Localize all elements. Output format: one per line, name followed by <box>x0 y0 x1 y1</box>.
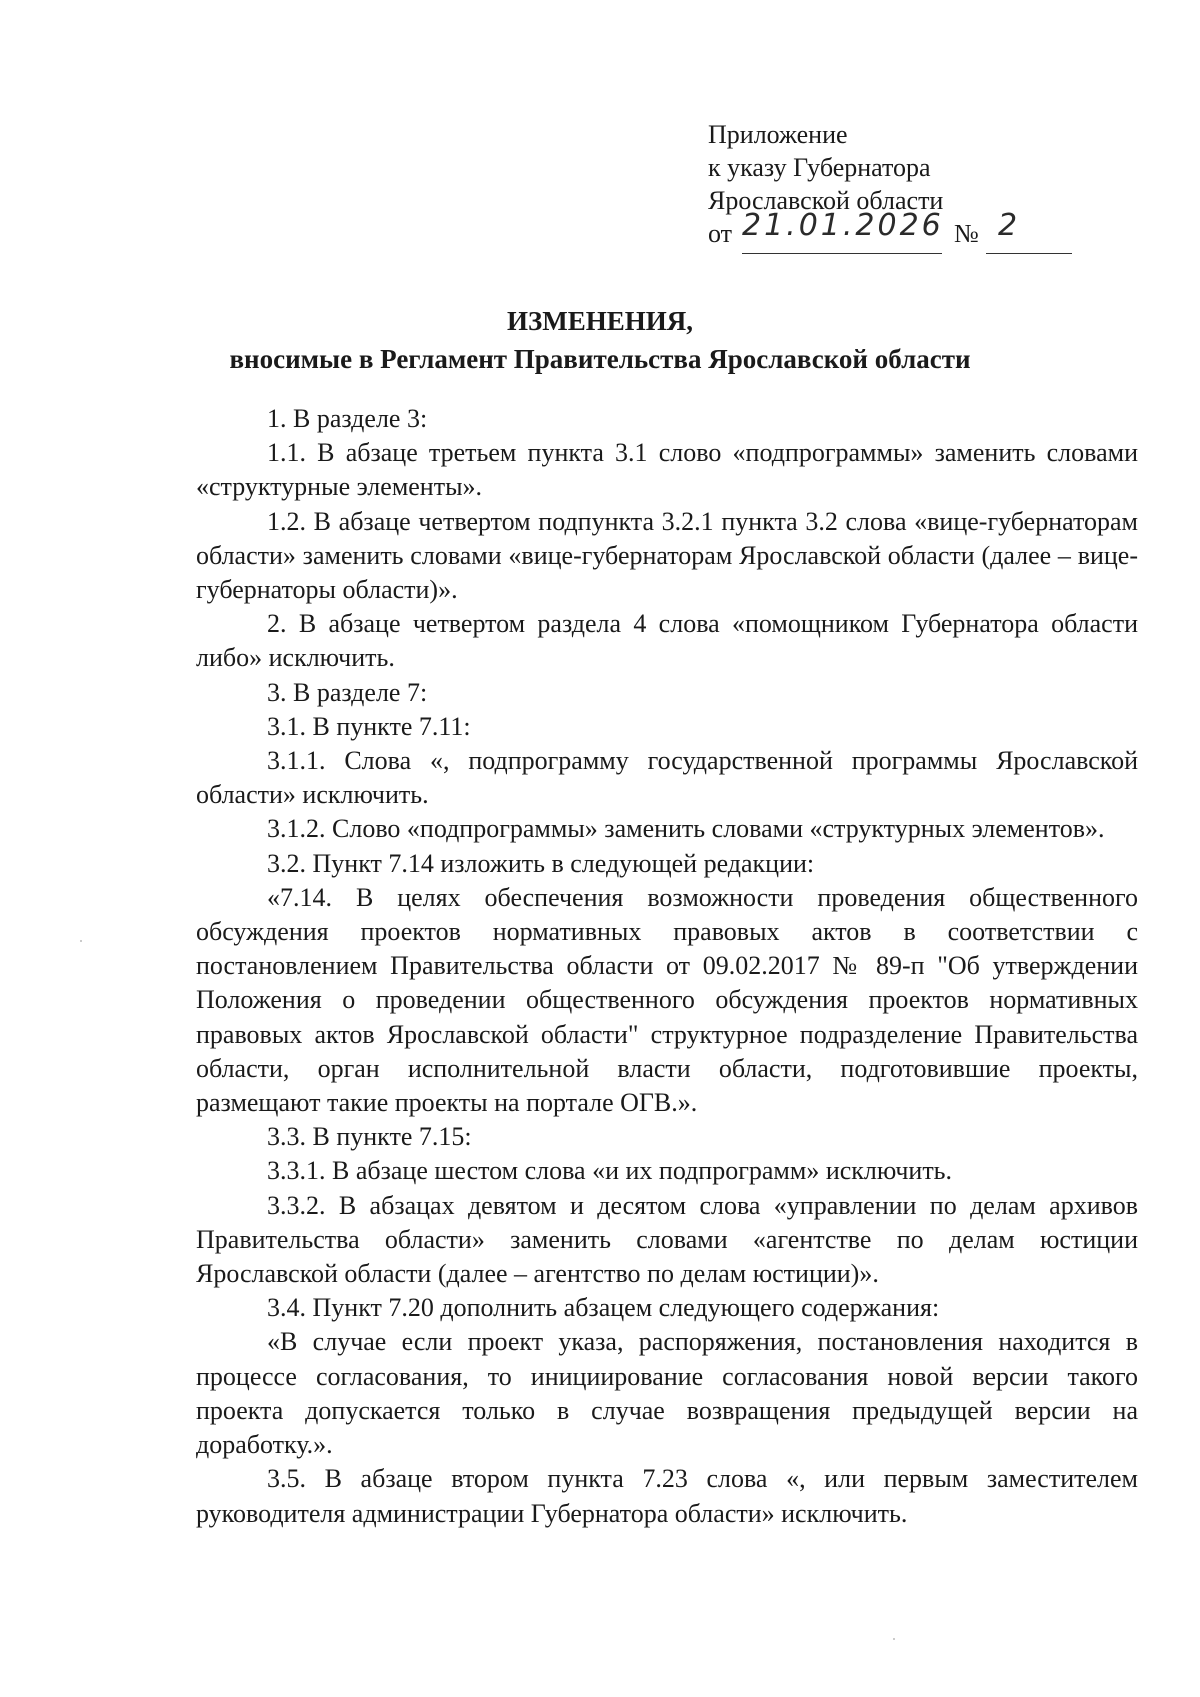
date-number-line <box>708 208 1021 255</box>
paragraph: 3. В разделе 7: <box>267 677 428 707</box>
scan-speck <box>893 1638 895 1640</box>
paragraph: «7.14. В целях обеспечения возможности проведения общественного обсуждения проектов нормативных правовых актов в соответствии с постановлением Правительства области от 09.02.2017 № 89-п "Об утверждении Положения о проведении общественного обсуждения проектов нормативных правовых актов Ярославской области" структурное подразделение Правительства области, орган исполнительной власти области, подготовившие проекты, размещают такие проекты на портале ОГВ.». <box>196 882 1138 1118</box>
handwritten-number: 2 <box>998 208 1021 243</box>
document-body <box>196 402 1138 1531</box>
paragraph: 1. В разделе 3: <box>267 404 428 433</box>
document-title: ИЗМЕНЕНИЯ, <box>506 306 693 336</box>
paragraph: 3.3.2. В абзацах девятом и десятом слова «управлении по делам архивов Правительства области» заменить словами «агентстве по делам юстиции Ярославской области (далее – агентство по делам юстиции)». <box>196 1190 1138 1289</box>
document-subtitle: вносимые в Регламент Правительства Ярославской области <box>229 344 971 374</box>
paragraph: 3.1.2. Слово «подпрограммы» заменить словами «структурных элементов». <box>267 814 1105 844</box>
scan-speck <box>80 940 82 942</box>
appendix-line-1: Приложение <box>708 120 848 149</box>
paragraph: 2. В абзаце четвертом раздела 4 слова «помощником Губернатора области либо» исключить. <box>196 609 1138 673</box>
paragraph: 1.1. В абзаце третьем пункта 3.1 слово «подпрограммы» заменить словами «структурные элементы». <box>196 438 1138 502</box>
appendix-line-2: к указу Губернатора <box>708 153 931 182</box>
appendix-block <box>708 118 1021 255</box>
date-prefix: от <box>708 219 733 248</box>
paragraph: 3.1. В пункте 7.11: <box>267 711 471 741</box>
paragraph: «В случае если проект указа, распоряжения, постановления находится в процессе согласования, то инициирование согласования новой версии такого проекта допускается только в случае возвращения предыдущей версии на доработку.». <box>196 1327 1138 1460</box>
handwritten-date: 21.01.2026 <box>742 208 944 243</box>
paragraph: 3.4. Пункт 7.20 дополнить абзацем следующего содержания: <box>267 1293 940 1323</box>
paragraph: 3.1.1. Слова «, подпрограмму государственной программы Ярославской области» исключить. <box>196 746 1138 810</box>
appendix-line-3: Ярославской области <box>708 186 944 215</box>
paragraph: 3.3. В пункте 7.15: <box>267 1122 472 1152</box>
paragraph: 3.5. В абзаце втором пункта 7.23 слова «, или первым заместителем руководителя администрации Губернатора области» исключить. <box>196 1464 1138 1528</box>
date-underline <box>742 253 942 254</box>
paragraph: 3.2. Пункт 7.14 изложить в следующей редакции: <box>267 848 815 878</box>
number-underline <box>986 253 1072 254</box>
number-prefix: № <box>954 219 979 248</box>
paragraph: 1.2. В абзаце четвертом подпункта 3.2.1 пункта 3.2 слова «вице-губернаторам области» заменить словами «вице-губернаторам Ярославской области (далее – вице-губернаторы области)». <box>196 506 1138 605</box>
paragraph: 3.3.1. В абзаце шестом слова «и их подпрограмм» исключить. <box>267 1156 953 1186</box>
